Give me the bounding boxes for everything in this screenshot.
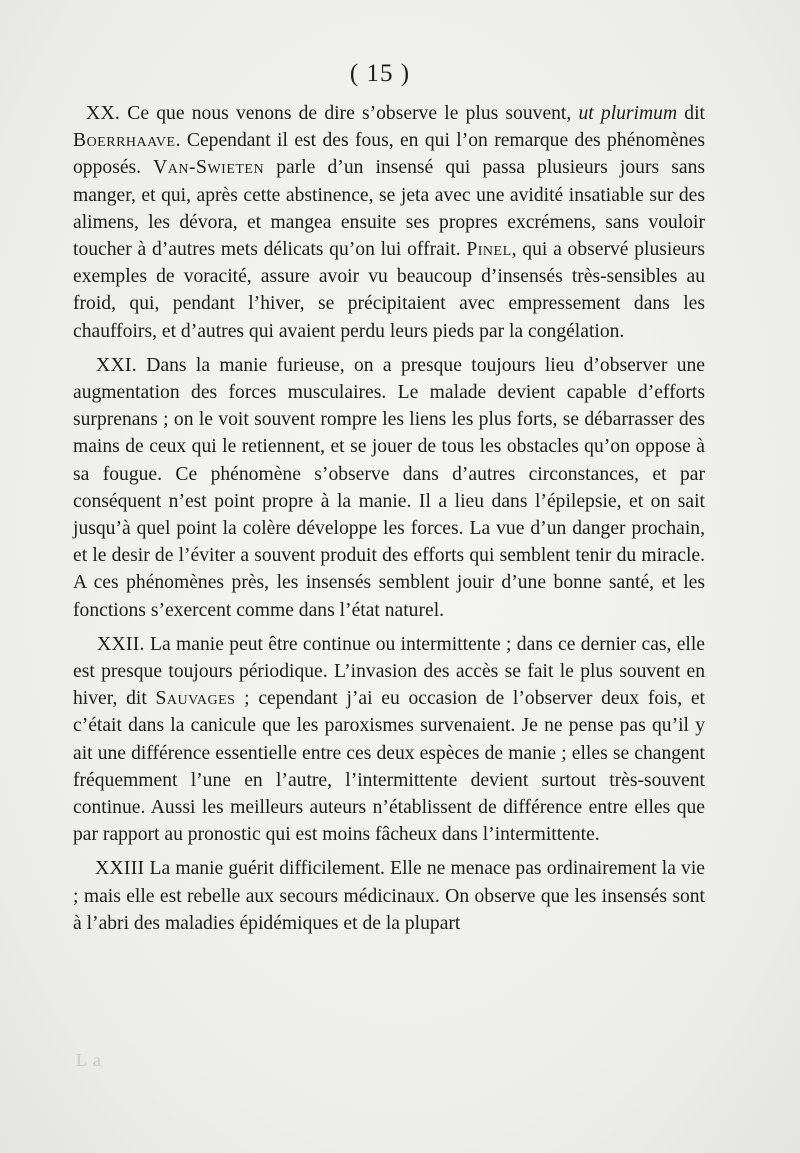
author-name: Boerrhaave xyxy=(73,130,176,152)
section-number: XXIII xyxy=(95,858,145,880)
paragraph-xxii xyxy=(73,631,705,849)
text-run: parle d’un insensé qui passa plusieurs jours sans manger, et qui, après cette abstinence, se jeta avec une avidité insatiable sur des alimens, les dévora, et mangea ensuite ses propres excrémens, sans vouloir toucher à d’autres mets délicats qu’on lui offrait. xyxy=(73,157,705,261)
page-number: ( 15 ) xyxy=(349,60,411,87)
bleed-through-text: L a xyxy=(76,1050,102,1070)
paragraph-xxiii xyxy=(73,855,705,937)
author-name: Pinel xyxy=(466,239,512,261)
section-number: XX. xyxy=(86,103,121,124)
paragraph-xxi xyxy=(73,352,705,624)
text-run: Ce que nous venons de dire s’observe le plus souvent, xyxy=(120,103,579,124)
paragraph-xx xyxy=(73,100,705,345)
text-run: . Cependant il est des fous, en qui l’on remarque des phénomènes opposés. xyxy=(73,130,705,179)
text-run: ; cependant j’ai eu occasion de l’observer deux fois, et c’était dans la canicule que les paroxismes survenaient. Je ne pense pas qu’il y ait une différence essentielle entre ces deux espèces de manie ; elles se changent fréquemment l’une en l’autre, l’intermittente devient surtout très-souvent continue. Aussi les meilleurs auteurs n’établissent de différence entre elles que par rapport au pronostic qui est moins fâcheux dans l’intermittente. xyxy=(73,688,706,846)
text-run: La manie peut être continue ou intermittente ; dans ce dernier cas, elle est presque toujours périodique. L’invasion des accès se fait le plus souvent en hiver, dit xyxy=(73,633,705,710)
author-name: Sauvages xyxy=(155,688,236,710)
body-text xyxy=(73,100,705,944)
section-number: XXII. xyxy=(97,633,145,655)
author-name: Van-Swieten xyxy=(153,157,265,179)
text-run: Dans la manie furieuse, on a presque toujours lieu d’observer une augmentation des forces musculaires. Le malade devient capable d’efforts surprenans ; on le voit souvent rompre les liens les plus forts, se débarrasser des mains de ceux qui le retiennent, et se jouer de tous les obstacles qu’on oppose à sa fougue. Ce phénomène s’observe dans d’autres circonstances, et par conséquent n’est point propre à la manie. Il a lieu dans l’épilepsie, et on sait jusqu’à quel point la colère développe les forces. La vue d’un danger prochain, et le desir de l’éviter a souvent produit des efforts qui semblent tenir du miracle. A ces phénomènes près, les insensés semblent jouir d’une bonne santé, et les fonctions s’exercent comme dans l’état naturel. xyxy=(73,354,705,621)
text-run: , qui a observé plusieurs exemples de voracité, assure avoir vu beaucoup d’insensés très-sensibles au froid, qui, pendant l’hiver, se précipitaient avec empressement dans les chauffoirs, et d’autres qui avaient perdu leurs pieds par la congélation. xyxy=(73,239,705,342)
latin-quote: ut plurimum xyxy=(578,103,678,124)
text-run: La manie guérit difficilement. Elle ne menace pas ordinairement la vie ; mais elle est rebelle aux secours médicinaux. On observe que les insensés sont à l’abri des maladies épidémiques et de la plupart xyxy=(73,858,705,934)
section-number: XXI. xyxy=(96,354,137,376)
text-run: dit xyxy=(677,103,705,124)
